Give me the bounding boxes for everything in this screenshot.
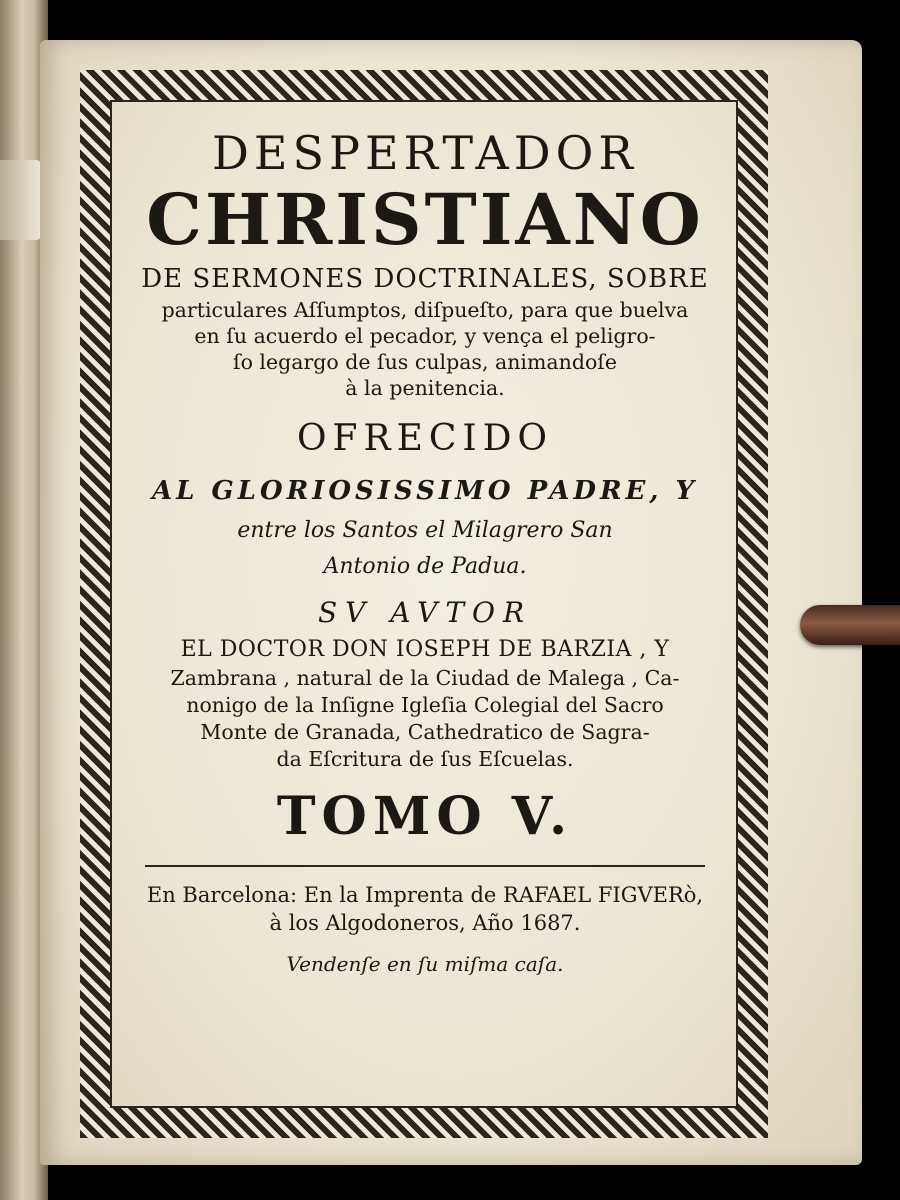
imprint-line: En Barcelona: En la Imprenta de RAFAEL FIGVERò, (146, 883, 704, 907)
offered-heading: OFRECIDO (296, 418, 554, 459)
binding-stub (0, 160, 42, 240)
description-line: particulares Aſſumptos, diſpueſto, para que buelva (161, 298, 689, 322)
author-line: EL DOCTOR DON IOSEPH DE BARZIA , Y (180, 637, 670, 662)
author-line: da Eſcritura de ſus Eſcuelas. (276, 747, 574, 771)
description-line: ſo legargo de ſus culpas, animandoſe (232, 350, 618, 374)
description-line: à la penitencia. (345, 376, 505, 400)
title-line-2: CHRISTIANO (146, 178, 704, 261)
dedication-line: entre los Santos el Milagrero San (237, 518, 613, 543)
author-line: Monte de Granada, Cathedratico de Sagra- (200, 720, 650, 744)
author-heading: SV AVTOR (317, 596, 533, 629)
title-page-text (130, 115, 720, 981)
imprint-rule (145, 865, 705, 867)
dedication-line: Antonio de Padua. (323, 554, 527, 579)
author-line: nonigo de la Inſigne Igleſia Colegial del Sacro (186, 693, 664, 717)
volume-label: TOMO V. (276, 786, 574, 847)
author-line: Zambrana , natural de la Ciudad de Malega , Ca- (170, 666, 680, 690)
title-line-1: DESPERTADOR (212, 126, 638, 180)
bookmark-ribbon (800, 605, 900, 645)
sale-note: Vendenſe en ſu miſma caſa. (286, 952, 564, 976)
imprint-line: à los Algodoneros, Año 1687. (269, 911, 581, 935)
description-line: en ſu acuerdo el pecador, y vença el peligro- (194, 324, 656, 348)
dedication-line: AL GLORIOSISSIMO PADRE, Y (151, 476, 699, 506)
subtitle: DE SERMONES DOCTRINALES, SOBRE (141, 264, 709, 294)
